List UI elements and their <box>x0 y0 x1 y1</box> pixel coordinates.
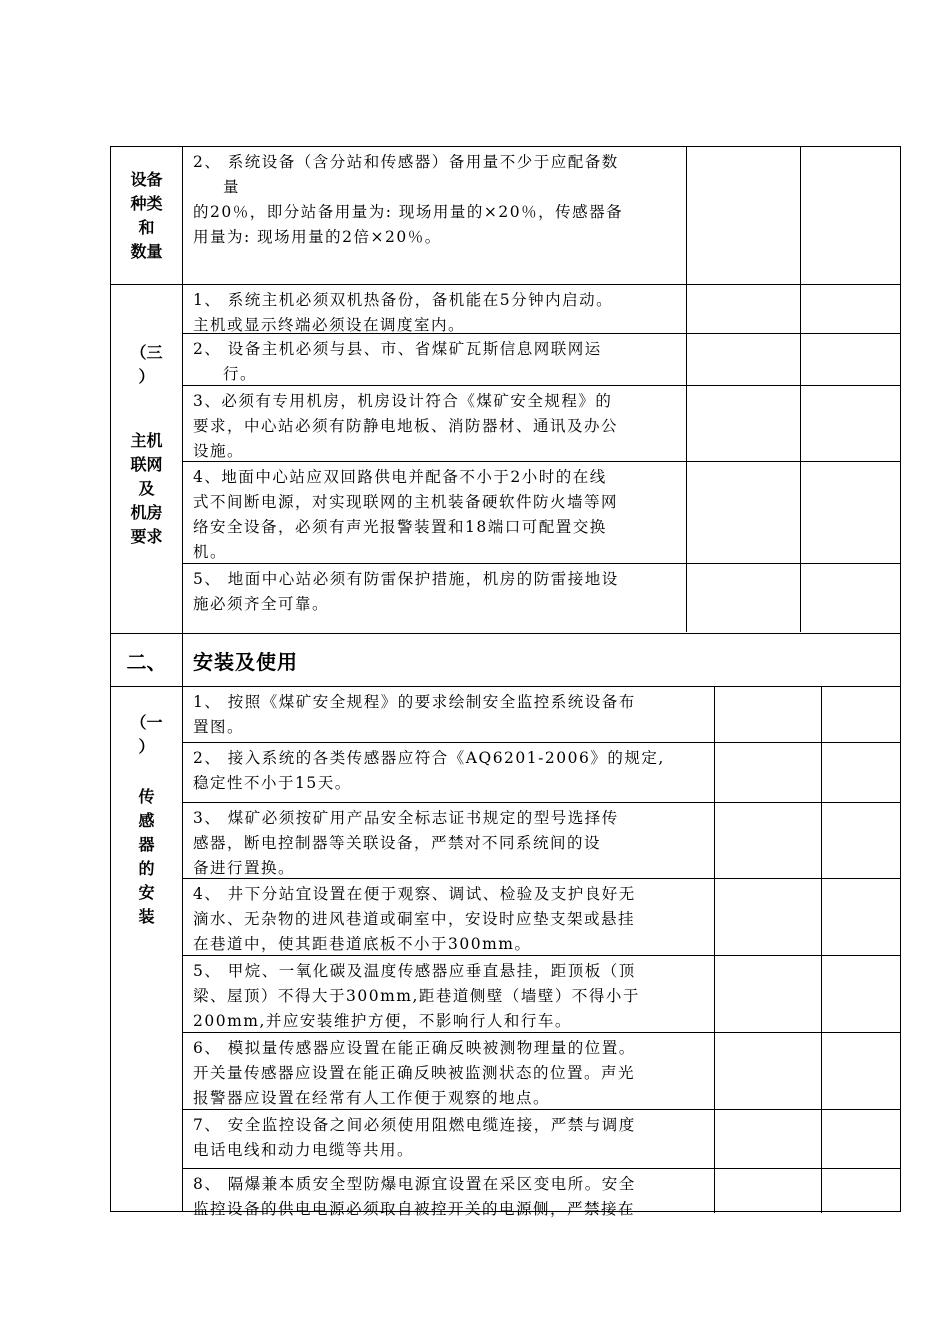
text-line: 5、 地面中心站必须有防雷保护措施，机房的防雷接地设 <box>193 570 619 588</box>
table-row <box>183 803 900 879</box>
category-cell <box>111 147 183 284</box>
text-line: 200mm,并应安装维护方便，不影响行人和行车。 <box>193 1012 572 1030</box>
remark-cell[interactable] <box>800 462 900 563</box>
remark-cell[interactable] <box>800 386 900 461</box>
section-host-network <box>110 284 901 633</box>
text-line: 3、必须有专用机房，机房设计符合《煤矿安全规程》的 <box>193 392 613 410</box>
category-line: 安 <box>138 883 155 902</box>
item-text <box>183 1169 714 1218</box>
table-row <box>183 743 900 803</box>
table-row <box>183 1169 900 1218</box>
heading-title: 安装及使用 <box>193 649 298 674</box>
section-equipment-quantity <box>110 146 901 284</box>
item-text <box>183 334 686 385</box>
category-line: ） <box>138 737 155 756</box>
category-line: 联网 <box>130 455 163 474</box>
table-row <box>183 462 900 564</box>
category-line: 的 <box>138 859 155 878</box>
check-cell[interactable] <box>714 1110 821 1168</box>
text-line: 要求，中心站必须有防静电地板、消防器材、通讯及办公 <box>193 417 619 435</box>
remark-cell[interactable] <box>821 687 900 742</box>
text-line: 2、 接入系统的各类传感器应符合《AQ6201-2006》的规定, <box>193 749 665 767</box>
text-line: 式不间断电源，对实现联网的主机装备硬软件防火墙等网 <box>193 493 619 511</box>
item-text <box>183 1033 714 1109</box>
text-line: 4、地面中心站应双回路供电并配备不小于2小时的在线 <box>193 468 607 486</box>
text-line: 4、 井下分站宜设置在便于观察、调试、检验及支护良好无 <box>193 885 636 903</box>
category-line: 和 <box>138 217 155 237</box>
remark-cell[interactable] <box>800 564 900 632</box>
text-line: 2、 系统设备（含分站和传感器）备用量不少于应配备数 <box>193 153 619 171</box>
remark-cell[interactable] <box>821 1110 900 1168</box>
check-cell[interactable] <box>714 743 821 802</box>
text-line: 稳定性不小于15天。 <box>193 774 352 792</box>
text-line: 的20％，即分站备用量为: 现场用量的×20％，传感器备 <box>193 203 624 221</box>
text-line: 监控设备的供电电源必须取自被控开关的电源侧，严禁接在 <box>193 1200 636 1218</box>
text-line: 3、 煤矿必须按矿用产品安全标志证书规定的型号选择传 <box>193 809 619 827</box>
check-cell[interactable] <box>686 462 800 563</box>
inspection-table <box>110 146 901 1218</box>
item-text <box>183 462 686 563</box>
table-row <box>183 687 900 743</box>
check-cell[interactable] <box>686 564 800 632</box>
category-line: 感 <box>138 811 155 830</box>
table-row <box>183 285 900 334</box>
text-line: 用量为: 现场用量的2倍×20％。 <box>193 228 442 246</box>
table-row <box>183 386 900 462</box>
category-line: 要求 <box>130 527 163 546</box>
check-cell[interactable] <box>686 147 800 284</box>
text-line: 备进行置换。 <box>193 859 296 877</box>
category-line: 种类 <box>130 193 163 213</box>
text-line: 6、 模拟量传感器应设置在能正确反映被测物理量的位置。 <box>193 1039 636 1057</box>
item-text <box>183 564 686 632</box>
remark-cell[interactable] <box>821 803 900 878</box>
item-text <box>183 956 714 1032</box>
item-text <box>183 1110 714 1168</box>
check-cell[interactable] <box>714 1169 821 1213</box>
text-line: 5、 甲烷、一氧化碳及温度传感器应垂直悬挂，距顶板（顶 <box>193 962 636 980</box>
text-line: 设施。 <box>193 442 245 460</box>
text-line: 1、 按照《煤矿安全规程》的要求绘制安全监控系统设备布 <box>193 693 636 711</box>
table-row <box>183 1110 900 1169</box>
category-line: 数量 <box>130 241 163 261</box>
check-cell[interactable] <box>686 285 800 333</box>
category-cell <box>111 285 183 633</box>
check-cell[interactable] <box>714 879 821 955</box>
section-sensor-installation <box>110 686 901 1218</box>
check-cell[interactable] <box>714 687 821 742</box>
category-line: ） <box>138 367 155 386</box>
item-text <box>183 147 686 284</box>
text-line: 开关量传感器应设置在能正确反映被监测状态的位置。声光 <box>193 1064 636 1082</box>
text-line: 7、 安全监控设备之间必须使用阻燃电缆连接，严禁与调度 <box>193 1116 636 1134</box>
text-line: 主机或显示终端必须设在调度室内。 <box>193 316 466 334</box>
check-cell[interactable] <box>686 334 800 385</box>
table-row <box>183 564 900 632</box>
text-line: 2、 设备主机必须与县、市、省煤矿瓦斯信息网联网运 <box>193 340 602 358</box>
category-cell <box>111 687 183 1211</box>
remark-cell[interactable] <box>821 879 900 955</box>
item-text <box>183 285 686 333</box>
table-row <box>183 879 900 956</box>
item-text <box>183 386 686 461</box>
remark-cell[interactable] <box>800 147 900 284</box>
text-line: 机。 <box>193 543 228 561</box>
remark-cell[interactable] <box>821 743 900 802</box>
remark-cell[interactable] <box>800 285 900 333</box>
text-line: 量 <box>223 178 241 196</box>
item-text <box>183 743 714 802</box>
text-line: 1、 系统主机必须双机热备份，备机能在5分钟内启动。 <box>193 291 614 309</box>
text-line: 报警器应设置在经常有人工作便于观察的地点。 <box>193 1089 551 1107</box>
text-line: 8、 隔爆兼本质安全型防爆电源宜设置在采区变电所。安全 <box>193 1175 636 1193</box>
table-row <box>183 147 900 284</box>
category-line: （三 <box>130 343 163 362</box>
item-text <box>183 803 714 878</box>
check-cell[interactable] <box>686 386 800 461</box>
section-heading-installation <box>110 633 901 686</box>
text-line: 电话电线和动力电缆等共用。 <box>193 1141 415 1159</box>
check-cell[interactable] <box>714 803 821 878</box>
category-line: 装 <box>138 907 155 926</box>
text-line: 置图。 <box>193 718 245 736</box>
text-line: 施必须齐全可靠。 <box>193 595 330 613</box>
table-row <box>183 956 900 1033</box>
text-line: 感器，断电控制器等关联设备，严禁对不同系统间的设 <box>193 834 602 852</box>
text-line: 络安全设备，必须有声光报警装置和18端口可配置交换 <box>193 518 607 536</box>
item-text <box>183 879 714 955</box>
item-text <box>183 687 714 742</box>
table-row <box>183 334 900 386</box>
category-line: 及 <box>138 479 155 498</box>
remark-cell[interactable] <box>821 1033 900 1109</box>
category-line: （一 <box>130 713 163 732</box>
check-cell[interactable] <box>714 956 821 1032</box>
remark-cell[interactable] <box>821 1169 900 1213</box>
text-line: 在巷道中，使其距巷道底板不小于300mm。 <box>193 935 532 953</box>
remark-cell[interactable] <box>800 334 900 385</box>
remark-cell[interactable] <box>821 956 900 1032</box>
category-line: 传 <box>138 787 155 806</box>
check-cell[interactable] <box>714 1033 821 1109</box>
table-row <box>183 1033 900 1110</box>
category-line: 机房 <box>130 503 163 522</box>
category-line: 器 <box>138 835 155 854</box>
text-line: 滴水、无杂物的进风巷道或硐室中，安设时应垫支架或悬挂 <box>193 910 636 928</box>
text-line: 行。 <box>223 365 258 383</box>
category-line: 设备 <box>130 169 163 189</box>
category-line: 主机 <box>130 431 163 450</box>
heading-number: 二、 <box>111 634 183 686</box>
text-line: 梁、屋顶）不得大于300mm,距巷道侧壁（墙壁）不得小于 <box>193 987 640 1005</box>
